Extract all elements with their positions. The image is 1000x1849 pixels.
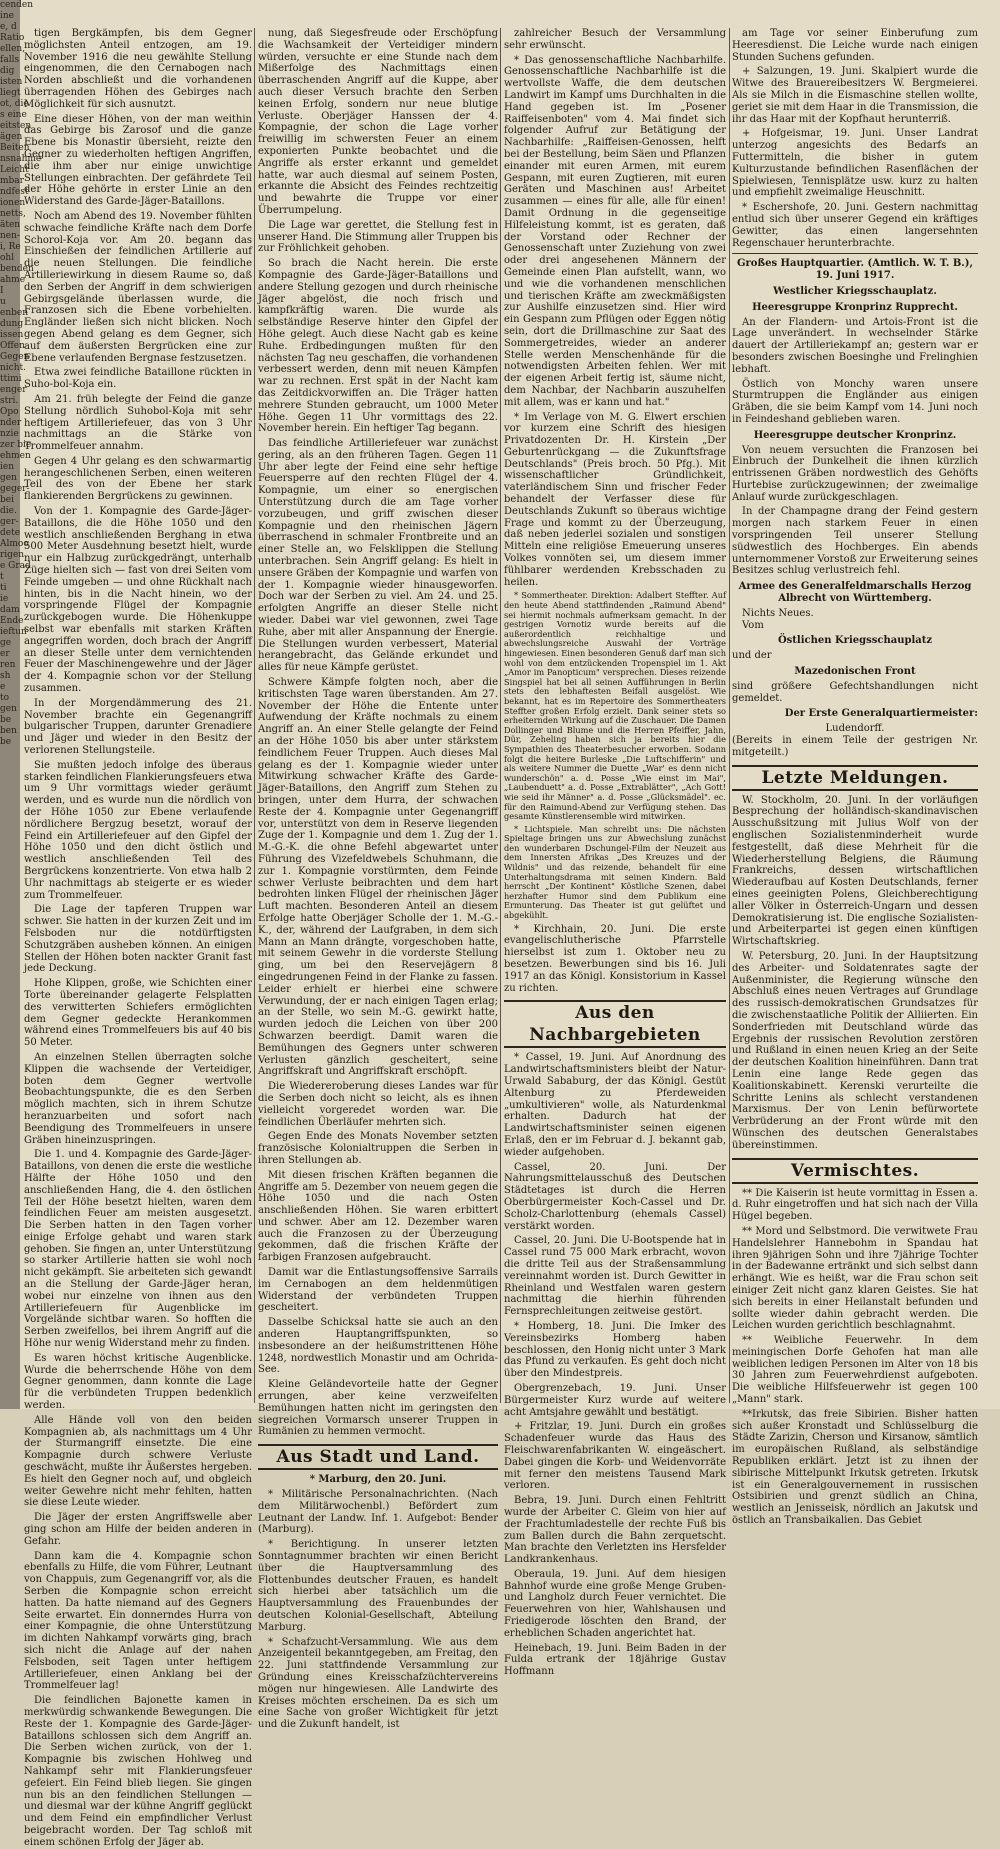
gutter-line: ti: [0, 583, 7, 593]
article-paragraph: Alle Hände voll von den beiden Kompagnien ab, als nachmittags um 4 Uhr der Sturmangriff einsetzte. Die eine Kompagnie durch schwere Verluste geschwächt, mußte ihr Äußerstes hergeben. Es hielt den Gegner noch auf, und obgleich weiter Gewehre nicht mehr fehlten, hatten sie diese Leute wieder.: [24, 1414, 252, 1509]
gutter-line: benden: [0, 264, 34, 274]
gutter-line: e Grad: [0, 561, 31, 571]
gutter-line: sh: [0, 671, 11, 681]
gutter-line: er: [0, 649, 10, 659]
hq-header: Großes Hauptquartier. (Amtlich. W. T. B.), 19. Juni 1917.: [737, 258, 973, 282]
article-paragraph: Von der 1. Kompagnie des Garde-Jäger-Bataillons, die die Höhe 1050 und den westlich anschließenden Berghang in etwa 500 Meter Ausdehnung besetzt hielt, wurde nur ein Halbzug zurückgedrängt, unterhalb Züge hielten sich — fast von drei Seiten vom Feinde umgeben — und ohne Rückhalt nach hinten, bis in die Nacht hinein, wo der vorspringende Flügel der Kompagnie zurückgebogen wurde. Die Höhenkuppe selbst war ebenfalls mit starken Kräften angegriffen worden, doch brach der Angriff an dieser Stelle unter dem vernichtenden Feuer der Maschinengewehre und der Jäger der 4. Kompagnie schon vor der Stellung zusammen.: [24, 506, 252, 695]
latest-news-item: W. Stockholm, 20. Juni. In der vorläufigen Besprechung der holländisch-skandinavischen Ausschußsitzung mit Julius Wolf von der englischen Sozialistenminderheit wurde festgestellt, daß diese Mehrheit für die Wiederherstellung Belgiens, die Räumung Frankreichs, dessen wirtschaftlichen Wiederaufbau auf Kosten Deutschlands, ferner eines geeinigten Polens, Gleichberechtigung aller Völker in Österreich-Ungarn und dessen Demokratisierung ist. Die englische Sozialisten- und Arbeiterpartei ist gegen einen künftigen Wirtschaftskrieg.: [732, 794, 978, 948]
section-title-stadt: Aus Stadt und Land.: [258, 1444, 498, 1470]
gutter-line: netts,: [0, 209, 26, 219]
gutter-line: nicht.: [0, 363, 26, 373]
article-paragraph: Gegen Ende des Monats November setzten französische Kolonialtruppen die Serben in ihren Stellungen ab.: [258, 1131, 498, 1166]
hq-east-post: und der: [732, 650, 772, 662]
gutter-line: stri.: [0, 396, 19, 406]
gutter-line: zer bie: [0, 440, 32, 450]
hq-west: Westlicher Kriegsschauplatz.: [773, 285, 937, 297]
gutter-line: enger: [0, 385, 27, 395]
gutter-line: ine: [0, 11, 15, 21]
gutter-line: ttimi: [0, 374, 22, 384]
gutter-line: ren: [0, 660, 16, 670]
war-report-paragraph: In der Champagne drang der Feind gestern morgen nach starkem Feuer in einen vorspringenden Teil unserer Stellung südwestlich des Hochberges. Ein abends unternommener Vorstoß zur Erweiterung seines Besitzes schlug verlustreich fehl.: [732, 506, 978, 577]
gutter-line: Gegen: [0, 352, 30, 362]
gutter-line: ägen: [0, 132, 23, 142]
gutter-line: ge: [0, 638, 12, 648]
local-news-item: * Im Verlage von M. G. Elwert erschien vor kurzem eine Schrift des hiesigen Privatdozenten Dr. H. Kirstein „Der Geburtenrückgang — die Zukunftsfrage Deutschlands" (Preis broch. 50 Pfg.). Mit wissenschaftlicher Gründlichkeit, vaterländischem Sinn und frischer Feder behandelt der Verfasser diese für Deutschlands Zukunft so überaus wichtige Frage und kommt zu der Überzeugung, daß neben jederlei sozialen und sonstigen Mitteln eine religiöse Emeuerung unseres Volkes vonnöten sei, um diesem immer fühlbarer werdenden Krebsschaden zu heilen.: [504, 411, 726, 588]
gutter-line: Ratio: [0, 33, 25, 43]
miscellaneous-item: ** Die Kaiserin ist heute vormittag in Essen a. d. Ruhr eingetroffen und hat sich nach der Villa Hügel begeben.: [732, 1187, 978, 1223]
gutter-line: eitsten: [0, 121, 32, 131]
gutter-line: nder: [0, 418, 22, 428]
gutter-line: e, d: [0, 22, 17, 32]
gutter-line: Ende: [0, 616, 24, 626]
local-news-item: * Kirchhain, 20. Juni. Die erste evangelischlutherische Pfarrstelle hierselbst ist zum 1. Oktober neu zu besetzen. Bewerbungen sind bis 16. Juli 1917 an das Königl. Konsistorium in Kassel zu richten.: [504, 923, 726, 994]
gutter-line: ionen: [0, 198, 26, 208]
regional-news-item: Cassel, 20. Juni. Die U-Bootspende hat in Cassel rund 75 000 Mark erbracht, wovon die dritte Teil aus der Straßensammlung vereinnahmt worden ist. Durch Gewitter in Rheinland und Westfalen waren gestern nachmittag die hierhin führenden Fernsprechleitungen zeitweise gestört.: [504, 1235, 726, 1318]
local-news-item: * Das genossenschaftliche Nachbarhilfe. Genossenschaftliche Nachbarhilfe ist die wertvollste Waffe, die dem deutschen Landwirt im Kampf ums Durchhalten in die Hand gegeben ist. Im „Posener Raiffeisenboten" vom 4. Mai findet sich folgender Aufruf zur Betätigung der Nachbarhilfe: „Raiffeisen-Genossen, helft bei der Bestellung, beim Säen und Pflanzen einander mit euren Armen, mit eurem Gespann, mit euren Zugtieren, mit euren Geräten und Maschinen aus! Arbeitet zusammen — eines für alle, alle für einen! Damit Ordnung in die gegenseitige Hilfeleistung kommt, ist es geraten, daß der Vorstand oder Rechner der Genossenschaft unter Zuziehung von zwei oder drei angesehenen Männern der Gemeinde einen Plan aufstellt, wann, wo und wie die vorhandenen menschlichen und tierischen Kräfte am zweckmäßigsten zur Aushilfe einzusetzen sind. Hier wird ein Gespann zum Pflügen oder Eggen nötig sein, dort die Drillmaschine zur Saat des Sommergetreides, wieder an anderer Stelle werden Menschenhände für die notwendigsten Arbeiten fehlen. Wer mit der eigenen Arbeit fertig ist, säume nicht, dem Nachbar, der Nachbarin auszuhelfen mit allem, was er kann und hat.": [504, 54, 726, 408]
gutter-line: be: [0, 715, 12, 725]
gutter-line: cenden: [0, 0, 34, 10]
hq-signature: Ludendorff.: [825, 723, 885, 735]
gutter-line: rigen: [0, 550, 25, 560]
gutter-line: e: [0, 682, 6, 692]
gutter-line: s eine: [0, 110, 27, 120]
regional-news-item: Oberaula, 19. Juni. Auf dem hiesigen Bahnhof wurde eine große Menge Gruben- und Langholz durch Feuer vernichtet. Die Feuerwehren von hier, Wahlshausen und Friedigerode löschten den Brand, der erheblichen Schaden angerichtet hat.: [504, 1568, 726, 1639]
previous-page-edge: [0, 0, 42, 1409]
gutter-line: Almoo: [0, 539, 29, 549]
gutter-line: ot, die: [0, 99, 29, 109]
gutter-line: nzie: [0, 429, 19, 439]
hq-signature-title: Der Erste Generalquartiermeister:: [784, 708, 978, 720]
war-report-paragraph: Von neuem versuchten die Franzosen bei Einbruch der Dunkelheit die ihnen kürzlich entrissenen Gräben nordwestlich des Gehöfts Hurtebise zurückzugewinnen; der zweimalige Anlauf wurde zurückgeschlagen.: [732, 444, 978, 503]
article-paragraph: Eine dieser Höhen, von der man weithin das Gebirge bis Zarosof und die ganze Ebene bis Monastir übersieht, reizte den Gegner zu wiederholten heftigen Angriffen, die ihm aber nur einige unwichtige Stellungen einbrachten. Der gefährdete Teil der Höhe gehörte in erster Linie an den Widerstand des Garde-Jäger-Bataillons.: [24, 113, 252, 208]
article-paragraph: Etwa zwei feindliche Bataillone rückten in Suho-bol-Koja ein.: [24, 367, 252, 391]
article-paragraph: Mit diesen frischen Kräften begannen die Angriffe am 5. Dezember von neuem gegen die Höhe 1050 und die nach Osten anschließenden Höhen. Sie waren erbittert und schwer. Aber am 12. Dezember waren auch die Franzosen zu der Überzeugung gekommen, daß die frischen Kräfte der farbigen Franzosen aufgebraucht.: [258, 1169, 498, 1264]
column-2: [258, 28, 498, 1731]
gutter-line: Offen: [0, 341, 25, 351]
gutter-line: u: [0, 297, 6, 307]
article-paragraph: Dann kam die 4. Kompagnie schon ebenfalls zu Hilfe, die vom Führer, Leutnant von Chappuis, zum Gegenangriff vor, als die Serben die Kompagnie schon erreicht hatten. Da hatte niemand auf des Gegners Seite erwartet. Ein donnerndes Hurra von einer Kompagnie, die ohne Unterstützung im dichten Nahkampf vorwärts ging, brach sich nicht die Anlage auf der nahen Felsboden, seit Tagen unter heftigem Artilleriefeuer, einen Anklang bei der Trommelfeuer lag!: [24, 1550, 252, 1692]
gutter-line: ahme: [0, 275, 26, 285]
gutter-line: to: [0, 693, 10, 703]
regional-news-item: + Salzungen, 19. Juni. Skalpiert wurde die Witwe des Brauereibesitzers W. Bergmeierei. Als sie Milch in die Eismaschine stellen wollte, geriet sie mit dem Haar in die Transmission, die ihr das Haar mit der Kopfhaut herunterriß.: [732, 66, 978, 125]
hq-note: (Bereits in einem Teile der gestrigen Nr. mitgeteilt.): [732, 735, 978, 758]
gutter-line: ien: [0, 462, 15, 472]
column-1: [24, 28, 252, 1848]
local-news-item: * Schafzucht-Versammlung. Wie aus dem Anzeigenteil bekanntgegeben, am Freitag, den 22. Juni stattfindende Versammlung zur Gründung eines Kreisschafzüchtervereins mögen nur hingewiesen. Alle Landwirte des Kreises möchten erscheinen. Da es sich um eine Sache von großer Wichtigkeit für jetzt und die Zukunft handelt, ist: [258, 1636, 498, 1731]
article-paragraph: Sie mußten jedoch infolge des überaus starken feindlichen Flankierungsfeuers etwa um 9 Uhr vormittags wieder geräumt werden, und es wurde nun die nördlich von der Höhe 1050 zur Ebene verlaufende nördlichere Bergzug besetzt, worauf der Feind ein Artilleriefeuer auf den Gipfel der Höhe 1050 und den dicht östlich und westlich anschließenden Teil des Bergrückens konzentrierte. Von etwa halb 2 Uhr nachmittags ab steigerte er es wieder zum Trommelfeuer.: [24, 759, 252, 901]
gutter-line: ehmen: [0, 451, 31, 461]
section-title-nachbar: Aus den Nachbargebieten: [504, 1000, 726, 1048]
column-3: [504, 28, 726, 1678]
hq-group-1: Heeresgruppe Kronprinz Rupprecht.: [752, 301, 958, 313]
article-paragraph: Die 1. und 4. Kompagnie des Garde-Jäger-Bataillons, von denen die erste die westliche Hälfte der Höhe 1050 und den anschließenden Hang, die 4. den östlichen Teil der Höhe besetzt hielten, waren dem feindlichen Feuer am meisten ausgesetzt. Die Serben hatten in den Tagen vorher einige Erfolge gehabt und waren stark gehoben. Sie fingen an, unter Unterstützung so starker Artillerie hatten sie wohl noch nicht gekämpft. Sie arbeiteten sich gewandt an die Stellung der Garde-Jäger heran, wobei nur einzelne von ihnen aus den Artilleriefeuern für Augenblicke im Vorgelände sichtbar waren. So hofften die Serben zweifellos, bei ihrem Angriff auf die Höhe nur wenig Widerstand mehr zu finden.: [24, 1149, 252, 1350]
hq-army: Armee des Generalfeldmarschalls Herzog Albrecht von Württemberg.: [738, 581, 972, 605]
gutter-line: Beiten: [0, 143, 30, 153]
hq-group-2: Heeresgruppe deutscher Kronprinz.: [753, 429, 957, 441]
article-paragraph: nung, daß Siegesfreude oder Erschöpfung die Wachsamkeit der Verteidiger mindern würden, versuchte er eine Stunde nach dem Mißerfolge des Nachmittags einen überraschenden Angriff auf die Kuppe, aber auch dieser Versuch brachte den Serben keinen Erfolg, sondern nur neue blutige Verluste. Oberjäger Hanssen der 4. Kompagnie, der schon die Lage vorher freiwillig im schwersten Feuer an einem exponierten Punkte beobachtet und die Angriffe als erster erkannt und gemeldet hatte, war auch diesmal auf seinem Posten, erkannte die Absicht des Feindes rechtzeitig und bewahrte die Truppe vor einer Überrumpelung.: [258, 28, 498, 216]
gutter-line: äten: [0, 220, 21, 230]
gutter-line: ellen,: [0, 44, 26, 54]
article-paragraph: Schwere Kämpfe folgten noch, aber die kritischsten Tage waren überstanden. Am 27. November der Höhe die Entente unter Aufwendung der Kräfte nochmals zu einem Angriff an. An einer Stelle gelangte der Feind an der Höhe 1050 bis aber unter stärkstem feindlichem Feuer Truppen. Auch dieses Mal gelang es der 1. Kompagnie wieder unter Mitwirkung schwacher Kräfte des Garde-Jäger-Bataillons, den Angriff zum Stehen zu bringen, unter dem Hurra, der schwachen Reste der 4. Kompagnie unter Gegenangriff vor, unterstützt von dem in Reserve liegenden Zuge der 1. Kompagnie und dem 1. Zug der 1. M.-G.-K. die ohne Befehl abgewartet unter Führung des Vizefeldwebels Schuhmann, die zur 1. Kompagnie vorstürmten, dem Feinde schwer Verluste beibrachten und dem hart bedrohten linken Flügel der rheinischen Jäger Luft machten. Besonderen Anteil an diesem Erfolge hatte Oberjäger Scholle der 1. M.-G.-K., der, während der Laufgraben, in dem sich Mann an Mann drängte, vorgeschoben hatte, mit seinem Gewehr in die vorderste Stellung ging, um bei den Reservejägern 8 eingedrungenen Feind in der Flanke zu fassen. Leider erhielt er hierbei eine schwere Verwundung, der er nach einigen Tagen erlag; an der Stelle, wo sein M.-G. gewirkt hatte, wurden jedoch die Leichen von über 200 Schwarzen beerdigt. Damit waren die Bemühungen des Gegners unter schweren Verlusten gänzlich gescheitert, seine Angriffskraft und Angriffskraft erschöpft.: [258, 677, 498, 1078]
gutter-line: die.: [0, 506, 17, 516]
gutter-line: mbar: [0, 176, 24, 186]
column-rule: [729, 28, 730, 1403]
gutter-line: ger-: [0, 517, 19, 527]
gutter-line: bei: [0, 495, 14, 505]
gutter-line: issen: [0, 330, 24, 340]
column-rule: [500, 28, 501, 1403]
miscellaneous-item: ** Weibliche Feuerwehr. In dem meiningischen Dorfe Gehofen hat man alle weiblichen ledigen Personen im Alter von 18 bis 30 Jahren zum Feuerwehrdienst aufgeboten. Die weibliche Hilfsfeuerwehr ist gegen 100 „Mann" stark.: [732, 1335, 978, 1406]
latest-news-item: W. Petersburg, 20. Juni. In der Hauptsitzung des Arbeiter- und Soldatenrates sagte der Außenminister, die Regierung wünsche den Abschluß eines neuen Vertrages auf Grundlage des russisch-demokratischen Grundsatzes für die zwischenstaatliche Politik der Alliierten. Ein Sonderfrieden mit Deutschland würde das Ergebnis der russischen Revolution zerstören und Rußland in einen neuen Krieg an der Seite der deutschen Koalition hineinführen. Dann trat Lenin eine lange Rede gegen das Koalitionskabinett. Kerenski verurteilte die Schritte Lenins als schlecht verstandenen Marxismus. Der von Lenin befürwortete Verbrüderung an der Front würde mit den Wünschen des deutschen Generalstabes übereinstimmen.: [732, 950, 978, 1151]
theater-notice: * Lichtspiele. Man schreibt uns: Die nächsten Spieltage bringen uns zur Abwechslung zunächst den wunderbaren Dschungel-Film der Neuzeit aus dem Innersten Afrikas „Des Kreuzes und der Wildnis" und das reizende, behandelt für eine Unterhaltungsdrama mit seinen Kindern. Bald herrscht „Der Kontinent" Köstliche Szenen, dabei herzhafter Humor sind dem Publikum eine Ermunterung. Das Theater ist gut gelüftet und abgekühlt.: [504, 823, 726, 921]
column-4: [732, 28, 978, 1527]
gutter-line: dam: [0, 605, 20, 615]
gutter-line: Opo: [0, 407, 19, 417]
divider: [732, 253, 978, 254]
section-title-letzte: Letzte Meldungen.: [732, 765, 978, 791]
article-paragraph: Die Jäger der ersten Angriffswelle aber ging schon am Hilfe der beiden anderen in Gefahr.: [24, 1512, 252, 1547]
article-paragraph: Die Lage der tapferen Truppen war schwer. Sie hatten in der kurzen Zeit und im Felsboden nur die notdürftigsten Schutzgräben ausheben können. An einigen Stellen der Höhen boten nackter Granit fast jede Deckung.: [24, 904, 252, 975]
regional-news-item: Bebra, 19. Juni. Durch einen Fehltritt wurde der Arbeiter C. Gleim von hier auf der Frachtumladestelle der rechte Fuß bis zum Ballen durch die Bahn zerquetscht. Man brachte den Verletzten ins Hersfelder Landkrankenhaus.: [504, 1495, 726, 1566]
gutter-line: I: [0, 286, 4, 296]
article-paragraph: Das feindliche Artilleriefeuer war zunächst gering, als an den früheren Tagen. Gegen 11 Uhr aber legte der Feind eine sehr heftige Feuersperre auf den rechten Flügel der 4. Kompagnie, um einer so energischen Unterstützung durch die am Tage vorher vorzubeugen, und griff zwischen dieser Kompagnie und den rheinischen Jägern überraschend in schmaler Frontbreite und an einer Stelle an, wo Felsklippen die Stellung unterbrachen. Sein Angriff gelang: Es hielt in unsere Gräben der Kompagnie und warfen von der 1. Kompagnie wieder hinausgeworfen. Doch war der Serben zu viel. Am 24. und 25. erfolgten Angriffe an dieser Stelle nicht wieder. Dabei war viel gewonnen, zwei Tage Ruhe, aber mit aller Anspannung der Energie. Die Stellungen wurden verbessert, Material herangebracht, das Gelände erkundet und alles für neue Kämpfe gerüstet.: [258, 438, 498, 674]
local-news-item: * Militärische Personalnachrichten. (Nach dem Militärwochenbl.) Befördert zum Leutnant der Landw. Inf. 1. Aufgebot: Bender (Marburg).: [258, 1489, 498, 1536]
gutter-line: dig: [0, 66, 15, 76]
gutter-line: ie: [0, 594, 9, 604]
article-paragraph: Am 21. früh belegte der Feind die ganze Stellung nördlich Suhobol-Koja mit sehr heftigem Artilleriefeuer, das von 3 Uhr nachmittags an die Stärke von Trommelfeuer annahm.: [24, 393, 252, 453]
gutter-line: gen: [0, 704, 17, 714]
article-paragraph: An einzelnen Stellen überragten solche Klippen die wachsende der Verteidiger, boten dem Gegner wertvolle Beobachtungspunkte, die es den Serben möglich machten, sich in ihrem Schutze heranzuarbeiten und sofort nach Beendigung des Trommelfeuers in unsere Gräben hineinzuspringen.: [24, 1051, 252, 1146]
theater-notice: * Sommertheater. Direktion: Adalbert Steffter. Auf den heute Abend stattfindenden „Raimund Abend" sei hiermit nochmals aufmerksam gemacht. In der gestrigen Vornotiz wurde bereits auf die außerordentlich reichhaltige und abwechslungsreiche Auswahl der Vorträge hingewiesen. Einen besonderen Genuß darf man sich wohl von dem entzückenden Tropenspiel im 1. Akt „Amor im Panopticum" versprechen. Dieses reizende Singspiel hat bei all seinen Aufführungen in Berlin stets den lebhaftesten Beifall ausgelöst. Wie bekannt, hat es im Repertoire des Sommertheaters Steffter großen Erfolg erzielt. Dank seiner stets so erheiternden Wirkung auf die Zuschauer. Die Damen Dollinger und Blume und die Herren Pfeiffer, Jahn, Dür, Zeheling haben sich ja bereits hier die Sympathien des Theaterbesucher erworben. Sodann folgt die heitere Burleske „Die Luftschifferin" und als weitere Nummer die Duette „War' es denn nicht wunderschön" a. d. Posse „Wie einst im Mai", „Laubenduett" a. d. Posse „Extrablätter", „Ach Gott! wie seid ihr Männer" a. d. Posse „Glücksmädel". ec. für den Raimund-Abend zur Verfügung stehen. Das gesamte Künstlerensemble wird mitwirken.: [504, 590, 726, 822]
hq-east: Östlichen Kriegsschauplatz: [777, 635, 933, 647]
gutter-line: ohl: [0, 253, 15, 263]
article-paragraph: So brach die Nacht herein. Die erste Kompagnie des Garde-Jäger-Bataillons und andere Stellung gezogen und durch rheinische Jäger abgelöst, die noch frisch und kampfkräftig waren. Die wurde als selbständige Reserve hinter den Gipfel der Höhe gelegt. Auch diese Nacht gab es keine Ruhe. Erdbedingungen mußten für den nächsten Tag neu geschaffen, die vorhandenen verbessert werden, denn mit neuen Kämpfen war zu rechnen. Erst spät in der Nacht kam das Zeitdickvorwiffen an. Die Träger hatten mehrere Stunden gebraucht, um 1000 Meter Höhe. Gegen 11 Uhr vormittags des 22. November herein. Ein heftiger Tag begann.: [258, 258, 498, 435]
gutter-line: be: [0, 737, 12, 747]
article-paragraph: In der Morgendämmerung des 21. November brachte ein Gegenangriff bulgarischer Truppen, darunter Grenadiere und Jäger und wieder in den Besitz der verlorenen Stellungsteile.: [24, 697, 252, 757]
article-paragraph: Damit war die Entlastungsoffensive Sarrails im Cernabogen an dem heldenmütigen Widerstand der verbündeten Truppen gescheitert.: [258, 1267, 498, 1314]
article-paragraph: Noch am Abend des 19. November fühlten schwache feindliche Kräfte nach dem Dorfe Schorol-Koja vor. Am 20. begann das Einschießen der feindlichen Artillerie auf die neuen Stellungen. Die feindliche Artilleriewirkung in diesem Raume so, daß den Serben der Angriff in dem schwierigen Gebirgsgelände überlassen wurde, die Franzosen sich die Ebene vorbehielten. Engländer ließen sich nicht blicken. Noch gegen Abend gelang es dem Gegner, sich auf dem äußersten Bergrücken eine zur Ebene verlaufenden Bergnase festzusetzen.: [24, 210, 252, 364]
local-news-item: * Berichtigung. In unserer letzten Sonntagnummer brachten wir einen Bericht über die Hauptversammlung des Flottenbundes deutscher Frauen, es handelt sich hierbei aber tatsächlich um die Hauptversammlung des Frauenbundes der deutschen Kolonial-Gesellschaft, Abteilung Marburg.: [258, 1539, 498, 1633]
article-paragraph: Kleine Geländevorteile hatte der Gegner errungen, aber keine verzweifelten Bemühungen hatten nicht im geringsten den siegreichen Vormarsch unserer Truppen in Rumänien zu hemmen vermocht.: [258, 1379, 498, 1438]
article-paragraph: Es waren höchst kritische Augenblicke. Wurde die beherrschende Höhe von dem Gegner genommen, dann konnte die Lage für die verbündeten Truppen bedenklich werden.: [24, 1352, 252, 1412]
gutter-line: liegt: [0, 88, 21, 98]
article-paragraph: Dasselbe Schicksal hatte sie auch an den anderen Hauptangriffspunkten, so insbesondere an der heißumstrittenen Höhe 1248, nordwestlich Monastir und am Ochrida-See.: [258, 1317, 498, 1376]
regional-news-item: Cassel, 20. Juni. Der Nahrungsmittelausschuß des Deutschen Städtetages ist durch die Herren Oberbürgermeister Koch-Cassel und Dr. Scholz-Charlottenburg (ehemals Cassel) verstärkt worden.: [504, 1161, 726, 1232]
hq-east-pre: Vom: [742, 619, 764, 631]
gutter-line: isten: [0, 77, 23, 87]
column-rule: [254, 28, 255, 1403]
regional-news-item: am Tage vor seiner Einberufung zum Heeresdienst. Die Leiche wurde nach einigen Stunden Suchens gefunden.: [732, 28, 978, 63]
regional-news-item: + Hofgeismar, 19. Juni. Unser Landrat unterzog angesichts des Bedarfs an Futtermitteln, die bisher in gutem Kulturzustande befindlichen Rasenflächen der Spielwiesen, Tennisplätze usw. kurz zu halten und empfiehlt zweimalige Heuschnitt.: [732, 128, 978, 199]
hq-mac-text: sind größere Gefechtshandlungen nicht gemeldet.: [732, 680, 978, 704]
regional-news-item: * Eschershofe, 20. Juni. Gestern nachmittag entlud sich über unserer Gegend ein kräftiges Gewitter, das einen langersehnten Regenschauer herunterbrachte.: [732, 202, 978, 249]
regional-news-item: + Fritzlar, 19. Juni. Durch ein großes Schadenfeuer wurde das Haus des Fleischwarenfabrikanten W. eingeäschert. Dabei gingen die Korb- und Weidenvorräte mit ferner den meistens Tausend Mark verloren.: [504, 1421, 726, 1492]
war-report-paragraph: Östlich von Monchy waren unsere Sturmtruppen die Engländer aus einigen Gräben, die sie beim Kampf vom 14. Juni noch in Feindeshand geblieben waren.: [732, 378, 978, 425]
gutter-line: i, Re: [0, 242, 21, 252]
gutter-line: ieftun: [0, 627, 27, 637]
gutter-line: nen-: [0, 231, 20, 241]
miscellaneous-item: **Irkutsk, das freie Sibirien. Bisher hatten sich außer Kronstadt und Schlüsselburg die Städte Zarizin, Cherson und Kirsanow, sämtlich im europäischen Rußland, als selbständige Republiken erklärt. Jetzt ist zu ihnen der sibirische Mittelpunkt Irkutsk getreten. Irkutsk ist ein Generalgouvernement in russischen Ostsibirien und grenzt südlich an China, westlich an Jenisseisk, nördlich an Jakutsk und östlich an Transbaikalien. Das Gebiet: [732, 1408, 978, 1527]
article-paragraph: Die feindlichen Bajonette kamen in merkwürdig schwankende Bewegungen. Die Reste der 1. Kompagnie des Garde-Jäger-Bataillons schlossen sich dem Angriff an. Die Serben wichen zurück, von der 1. Kompagnie bis zwischen Hohlweg und Nahkampf sehr mit Flankierungsfeuer gefeiert. Ein Feind blieb liegen. Sie gingen nun bis an den feindlichen Stellungen — und diesmal war der kühne Angriff geglückt und dem Feind ein empfindlicher Verlust beigebracht worden. Der Tag schloß mit einem schönen Erfolg der Jäger ab.: [24, 1695, 252, 1848]
article-paragraph: Hohe Klippen, große, wie Schichten einer Torte übereinander gelagerte Felsplatten des verwitterten Schiefers ermöglichten dem Gegner gedeckte Herankommen während eines Trommelfeuers bis auf 40 bis 50 Meter.: [24, 978, 252, 1049]
miscellaneous-item: ** Mord und Selbstmord. Die verwitwete Frau Handelslehrer Hannebohm in Spandau hat ihren 9jährigen Sohn und ihre 7jährige Tochter in der Badewanne ertränkt und sich selbst dann erhängt. Wie es heißt, war die Frau schon seit einiger Zeit nicht ganz klaren Geistes. Sie hat sich bereits in einer Heilanstalt befunden und sollte wieder dahin gebracht werden. Die Leichen wurden gerichtlich beschlagnahmt.: [732, 1225, 978, 1332]
article-paragraph: Die Wiedereroberung dieses Landes war für die Serben doch nicht so leicht, als es ihnen vielleicht vorgeredet worden war. Die feindlichen Überläufer mehrten sich.: [258, 1081, 498, 1128]
gutter-line: nsnahme: [0, 154, 42, 164]
gutter-line: enben: [0, 308, 29, 318]
hq-macedonia: Mazedonischen Front: [794, 666, 916, 678]
article-paragraph: Die Lage war gerettet, die Stellung fest in unserer Hand. Die Stimmung aller Truppen bis zur Fröhlichkeit gehoben.: [258, 219, 498, 255]
article-paragraph: tigen Bergkämpfen, bis dem Gegner möglichsten Anteil entzogen, am 19. November 1916 die neu gewählte Stellung eingenommen, die den Cernabogen nach Norden abschließt und die vorhandenen überragenden Höhen des Gebirges nach Möglichkeit für sich ausnutzt.: [24, 28, 252, 110]
regional-news-item: * Homberg, 18. Juni. Die Imker des Vereinsbezirks Homberg haben beschlossen, den Honig nicht unter 3 Mark das Pfund zu verkaufen. Es geht doch nicht über den Mindestpreis.: [504, 1320, 726, 1380]
section-title-vermischtes: Vermischtes.: [732, 1158, 978, 1184]
gutter-line: t: [0, 572, 4, 582]
gutter-line: dung: [0, 319, 24, 329]
article-paragraph: Gegen 4 Uhr gelang es den schwarmartig herangeschlichenen Serben, einen weiteren Teil des von der Ebene her stark flankierenden Bergrückens zu gewinnen.: [24, 455, 252, 503]
gutter-line: gen: [0, 473, 17, 483]
local-news-item: zahlreicher Besuch der Versammlung sehr erwünscht.: [504, 28, 726, 51]
regional-news-item: Obergrenzebach, 19. Juni. Unser Bürgermeister Kurz wurde auf weitere acht Amtsjahre gewählt und bestätigt.: [504, 1382, 726, 1418]
gutter-line: Leicht: [0, 165, 29, 175]
regional-news-item: Heinebach, 19. Juni. Beim Baden in der Fulda ertrank der 18jährige Gustav Hoffmann: [504, 1642, 726, 1678]
dateline: * Marburg, den 20. Juni.: [309, 1474, 447, 1486]
gutter-line: ndfest: [0, 187, 29, 197]
hq-nothing: Nichts Neues.: [742, 607, 814, 619]
gutter-line: dete: [0, 528, 21, 538]
gutter-line: geger-: [0, 484, 30, 494]
gutter-line: falls: [0, 55, 20, 65]
gutter-line: ben: [0, 726, 17, 736]
regional-news-item: * Cassel, 19. Juni. Auf Anordnung des Landwirtschaftsministers bleibt der Natur-Urwald Sababurg, der das Königl. Gestüt Altenburg zu Pferdeweiden „umkultivieren" wolle, als Naturdenkmal erhalten. Dadurch hat der Landwirtschaftsminister seinen eigenen Erlaß, den er im Februar d. J. bekannt gab, wieder aufgehoben.: [504, 1052, 726, 1158]
war-report-paragraph: An der Flandern- und Artois-Front ist die Lage unverändert. In wechselnder Stärke dauert der Artilleriekampf an; gestern war er besonders zwischen Boesinghe und Frelinghien lebhaft.: [732, 316, 978, 375]
